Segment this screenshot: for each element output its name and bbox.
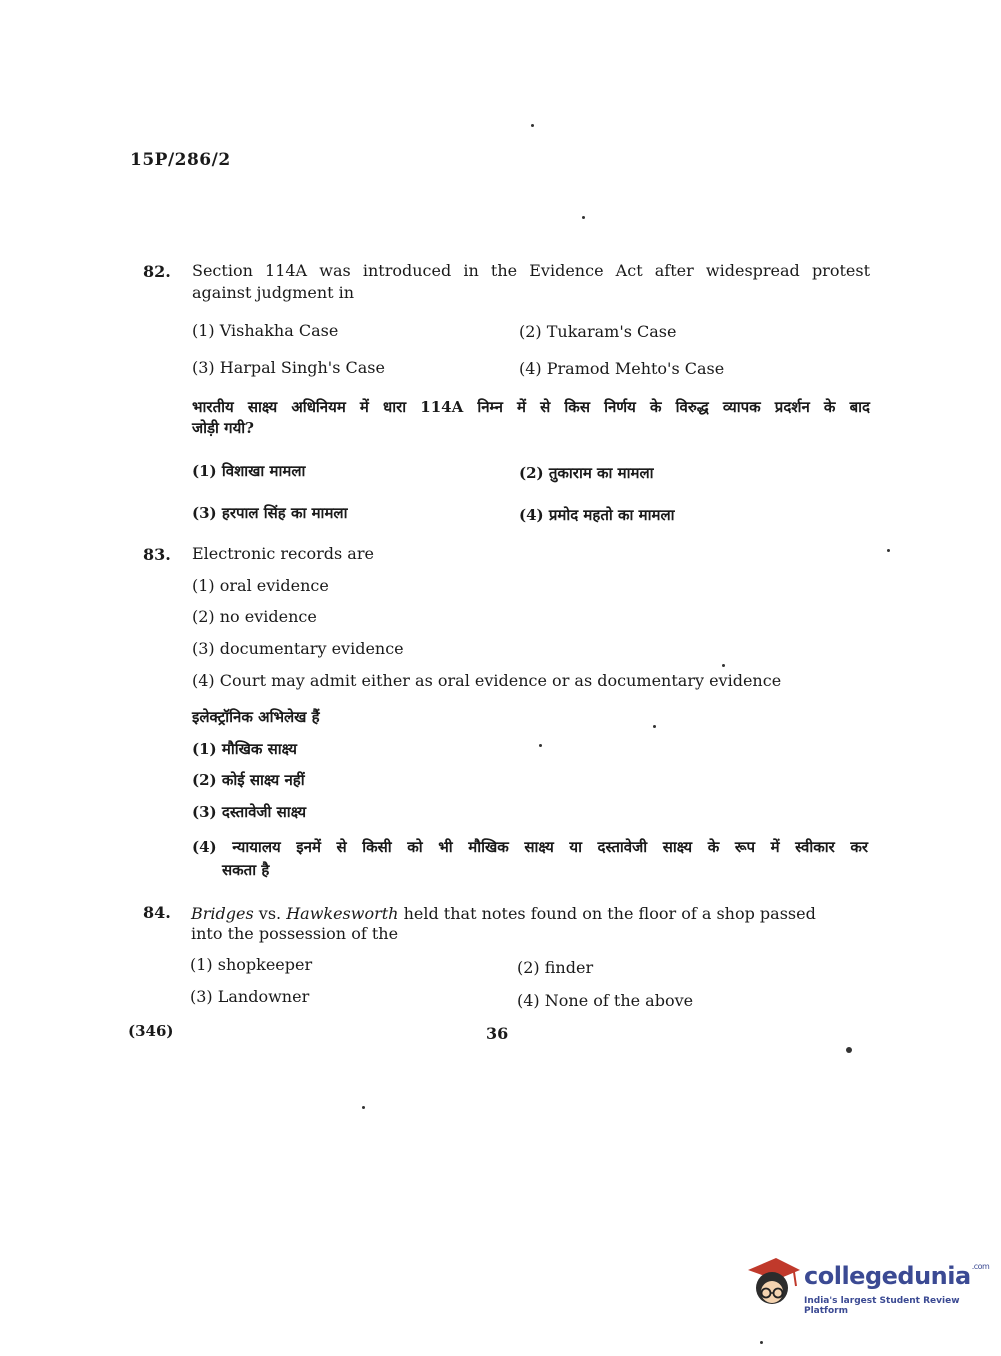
scan-speck [582, 216, 585, 219]
question-83-option-3: (3) documentary evidence [192, 639, 404, 658]
question-82-number: 82. [143, 262, 171, 281]
scan-speck [887, 549, 890, 552]
question-84-option-1: (1) shopkeeper [190, 955, 313, 974]
scan-speck [653, 725, 656, 728]
scan-speck [722, 664, 725, 667]
question-83-text: Electronic records are [192, 544, 374, 563]
scan-speck [760, 1341, 763, 1344]
question-82-hindi-option-3: (3) हरपाल सिंह का मामला [192, 504, 348, 522]
question-84-text-line1 [191, 903, 867, 925]
question-84-text-rest: held that notes found on the floor of a shop passed [398, 904, 816, 923]
collegedunia-logo [742, 1252, 990, 1316]
case-name-hawkesworth: Hawkesworth [286, 904, 399, 923]
question-82-hindi-line1: भारतीय साक्ष्य अधिनियम में धारा 114A निम्न में से किस निर्णय के विरुद्ध व्यापक प्रदर्शन के बाद [192, 398, 870, 416]
question-82-option-4: (4) Pramod Mehto's Case [519, 359, 725, 378]
question-84-option-2: (2) finder [517, 958, 594, 977]
question-82-option-3: (3) Harpal Singh's Case [192, 358, 385, 377]
question-82-text-line2: against judgment in [192, 283, 355, 302]
question-83-hindi-option-4: (4) न्यायालय इनमें से किसी को भी मौखिक साक्ष्य या दस्तावेजी साक्ष्य के रूप में स्वीकार कर [192, 838, 868, 856]
logo-name: collegedunia$^{.com}$ [804, 1262, 990, 1290]
paper-code: 15P/286/2 [130, 150, 231, 170]
scan-speck [846, 1047, 852, 1053]
question-82-hindi-option-4: (4) प्रमोद महतो का मामला [519, 506, 675, 524]
question-84-number: 84. [143, 903, 171, 922]
question-83-option-2: (2) no evidence [192, 607, 317, 626]
scan-speck [539, 744, 542, 747]
student-mascot-icon [742, 1252, 802, 1312]
question-83-option-4: (4) Court may admit either as oral evidence or as documentary evidence [192, 671, 782, 690]
scan-speck [531, 124, 534, 127]
question-82-option-2: (2) Tukaram's Case [519, 322, 677, 341]
scan-speck [362, 1106, 365, 1109]
versus-text: vs. [253, 904, 287, 923]
question-83-hindi-option-3: (3) दस्तावेजी साक्ष्य [192, 803, 307, 821]
question-83-option-1: (1) oral evidence [192, 576, 329, 595]
question-83-number: 83. [143, 545, 171, 564]
question-82-text-line1: Section 114A was introduced in the Evidence Act after widespread protest [192, 261, 870, 280]
question-82-hindi-option-2: (2) तुकाराम का मामला [519, 464, 654, 482]
question-84-option-3: (3) Landowner [190, 987, 310, 1006]
logo-tagline: India's largest Student Review Platform [804, 1296, 960, 1316]
question-82-option-1: (1) Vishakha Case [192, 321, 339, 340]
logo-suffix: .com [971, 1262, 990, 1271]
question-83-hindi-option-2: (2) कोई साक्ष्य नहीं [192, 771, 305, 789]
question-82-hindi-option-1: (1) विशाखा मामला [192, 462, 306, 480]
question-84-option-4: (4) None of the above [517, 991, 694, 1010]
case-name-bridges: Bridges [191, 904, 254, 923]
question-83-hindi-option-1: (1) मौखिक साक्ष्य [192, 740, 298, 758]
question-84-text-line2: into the possession of the [191, 924, 399, 943]
page-number: 36 [486, 1024, 509, 1043]
question-83-hindi-text: इलेक्ट्रॉनिक अभिलेख हैं [192, 708, 320, 726]
question-82-hindi-line2: जोड़ी गयी? [192, 419, 254, 437]
question-83-hindi-option-4-continued: सकता है [222, 861, 270, 879]
footer-code: (346) [128, 1022, 174, 1040]
